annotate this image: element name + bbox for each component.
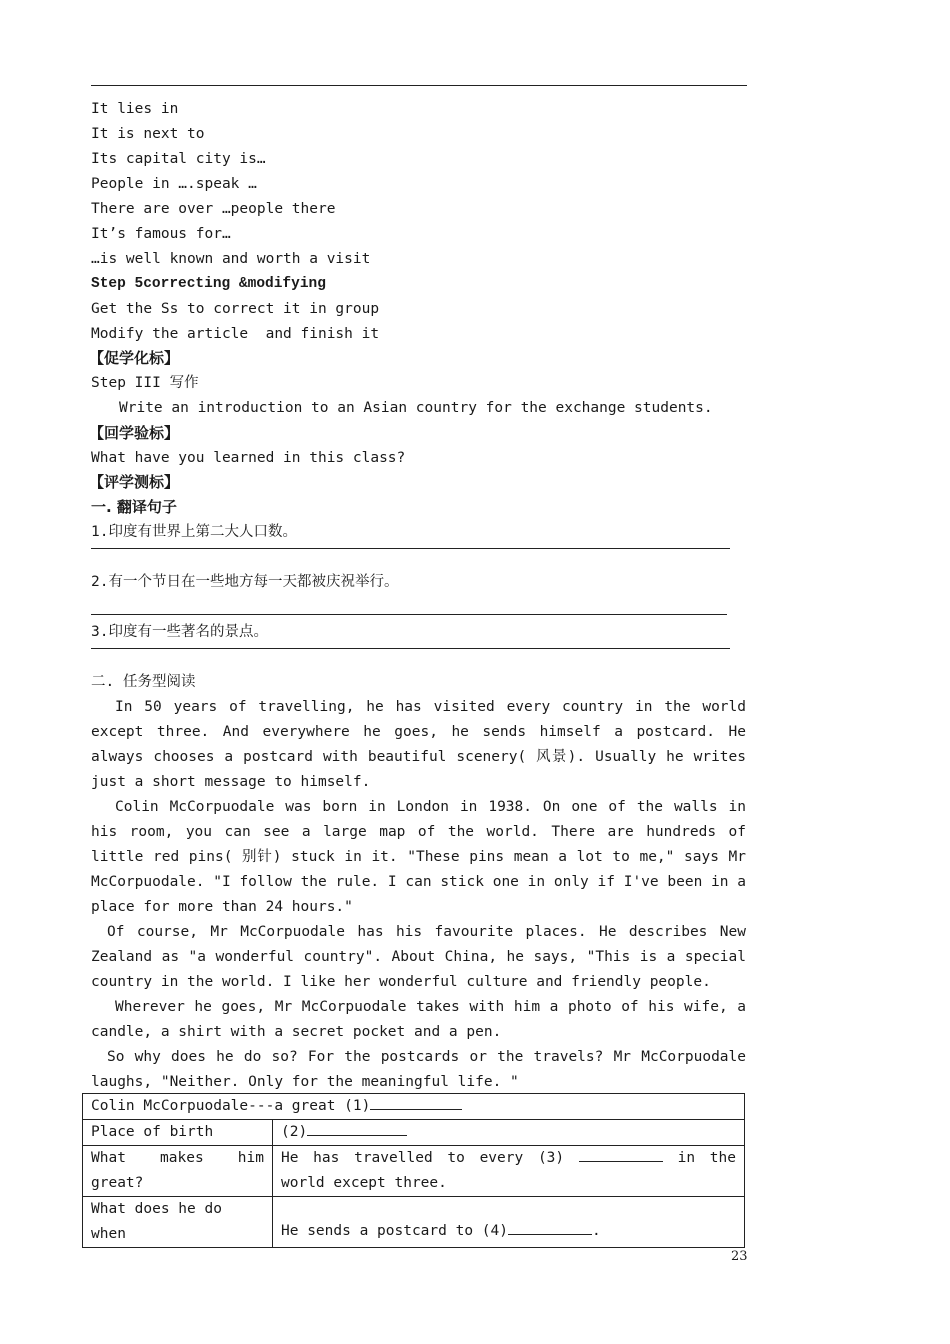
- part1-title: 一. 翻译句子: [91, 498, 177, 516]
- reading-paragraph: Colin McCorpuodale was born in London in 1938. On one of the walls in his room, you can see a large map of the world. There are hundreds of little red pins( 别针) stuck in it. "These pins mean a lot to me," says Mr McCorpuodale. "I follow the rule. I can stick one in only if I've been in a place for more than 24 hours.": [91, 799, 746, 915]
- step5-title: Step 5correcting &modifying: [91, 276, 326, 292]
- reading-paragraph: In 50 years of travelling, he has visited every country in the world except three. And everywhere he goes, he sends himself a postcard. He always chooses a postcard with beautiful scenery( 风景). Usually he writes just a short message to himself.: [91, 699, 746, 790]
- table-row: [83, 1146, 745, 1197]
- huixue-question: What have you learned in this class?: [91, 450, 406, 466]
- table-row: [83, 1120, 745, 1146]
- reading-passage: [91, 695, 746, 1095]
- row-value: (2): [281, 1124, 308, 1140]
- table-title: Colin McCorpuodale---a great (1): [91, 1098, 371, 1114]
- part2-title: 二. 任务型阅读: [91, 674, 196, 690]
- answer-line[interactable]: [91, 614, 727, 615]
- blank-1[interactable]: [370, 1095, 462, 1110]
- row-label: Place of birth: [91, 1124, 214, 1140]
- reading-paragraph: So why does he do so? For the postcards or the travels? Mr McCorpuodale laughs, "Neither. Only for the meaningful life. ": [91, 1049, 746, 1090]
- outline-line: There are over …people there: [91, 201, 336, 217]
- step5-line: Modify the article and finish it: [91, 326, 380, 342]
- task-table: [82, 1093, 745, 1248]
- outline-line: Its capital city is…: [91, 151, 266, 167]
- table-value-cell: [273, 1120, 745, 1146]
- top-divider: [91, 85, 747, 86]
- translate-sentence: 1.印度有世界上第二大人口数。: [91, 524, 297, 540]
- cuxue-task: Write an introduction to an Asian country for the exchange students.: [119, 400, 713, 416]
- outline-line: It lies in: [91, 101, 179, 117]
- table-label-cell: [83, 1146, 273, 1197]
- huixue-heading: 【回学验标】: [89, 424, 180, 442]
- row-value: in the world except three.: [281, 1150, 736, 1191]
- table-value-cell: [273, 1197, 745, 1248]
- row-label: What makes him great?: [91, 1150, 264, 1191]
- row-value: He sends a postcard to (4): [281, 1223, 508, 1239]
- table-label-cell: [83, 1120, 273, 1146]
- answer-line[interactable]: [91, 548, 730, 549]
- reading-paragraph: Wherever he goes, Mr McCorpuodale takes with him a photo of his wife, a candle, a shirt with a secret pocket and a pen.: [91, 999, 746, 1040]
- table-value-cell: [273, 1146, 745, 1197]
- page-number: 23: [731, 1249, 748, 1264]
- translate-sentence: 3.印度有一些著名的景点。: [91, 624, 268, 640]
- cuxue-step: Step III 写作: [91, 375, 199, 391]
- outline-line: It’s famous for…: [91, 226, 231, 242]
- row-label: What does he do when: [91, 1201, 222, 1242]
- translate-sentence: 2.有一个节日在一些地方每一天都被庆祝举行。: [91, 574, 399, 590]
- answer-line[interactable]: [91, 648, 730, 649]
- pingxue-heading: 【评学测标】: [89, 473, 180, 491]
- table-label-cell: [83, 1197, 273, 1248]
- outline-line: …is well known and worth a visit: [91, 251, 371, 267]
- blank-3[interactable]: [579, 1147, 663, 1162]
- blank-4[interactable]: [508, 1220, 592, 1235]
- step5-line: Get the Ss to correct it in group: [91, 301, 380, 317]
- outline-line: People in ….speak …: [91, 176, 257, 192]
- table-title-cell: [83, 1094, 745, 1120]
- blank-2[interactable]: [307, 1121, 407, 1136]
- row-value: .: [591, 1223, 601, 1239]
- table-row: [83, 1094, 745, 1120]
- table-row: [83, 1197, 745, 1248]
- outline-line: It is next to: [91, 126, 205, 142]
- cuxue-heading: 【促学化标】: [89, 349, 180, 367]
- row-value: He has travelled to every (3): [281, 1150, 565, 1166]
- reading-paragraph: Of course, Mr McCorpuodale has his favourite places. He describes New Zealand as "a wonderful country". About China, he says, "This is a special country in the world. I like her wonderful culture and friendly people.: [91, 924, 746, 990]
